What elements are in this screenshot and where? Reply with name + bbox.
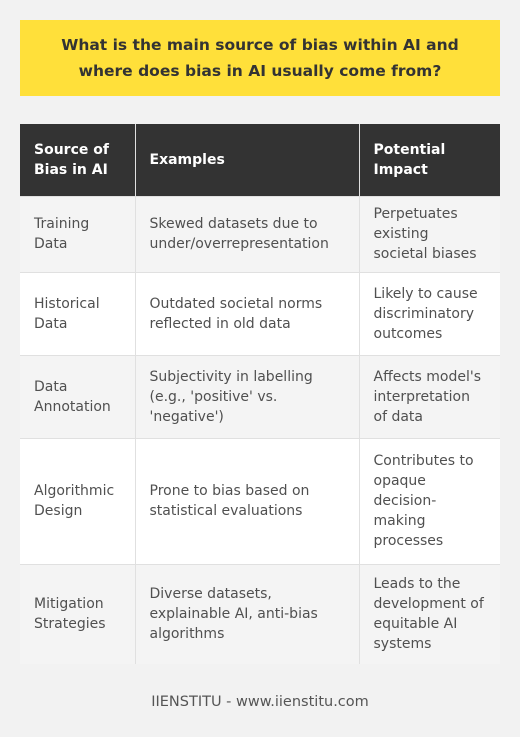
cell-source: Training Data xyxy=(20,196,135,272)
title-banner xyxy=(20,20,500,96)
cell-examples: Subjectivity in labelling (e.g., 'positive' vs. 'negative') xyxy=(135,355,359,438)
table-row xyxy=(20,564,500,664)
table-row xyxy=(20,355,500,438)
table-row xyxy=(20,272,500,355)
table-header-row xyxy=(20,124,500,196)
table-row xyxy=(20,438,500,564)
table-row xyxy=(20,196,500,272)
header-source: Source of Bias in AI xyxy=(20,124,135,196)
cell-impact: Likely to cause discriminatory outcomes xyxy=(359,272,500,355)
cell-source: Mitigation Strategies xyxy=(20,564,135,664)
cell-source: Data Annotation xyxy=(20,355,135,438)
page-title: What is the main source of bias within AI and where does bias in AI usually come from? xyxy=(61,36,459,80)
cell-examples: Skewed datasets due to under/overrepresentation xyxy=(135,196,359,272)
footer-credit: IIENSTITU - www.iienstitu.com xyxy=(151,694,369,710)
cell-source: Algorithmic Design xyxy=(20,438,135,564)
header-impact: Potential Impact xyxy=(359,124,500,196)
cell-examples: Prone to bias based on statistical evaluations xyxy=(135,438,359,564)
cell-examples: Diverse datasets, explainable AI, anti-bias algorithms xyxy=(135,564,359,664)
header-examples: Examples xyxy=(135,124,359,196)
cell-impact: Affects model's interpretation of data xyxy=(359,355,500,438)
cell-impact: Leads to the development of equitable AI systems xyxy=(359,564,500,664)
cell-examples: Outdated societal norms reflected in old data xyxy=(135,272,359,355)
cell-impact: Contributes to opaque decision-making processes xyxy=(359,438,500,564)
cell-impact: Perpetuates existing societal biases xyxy=(359,196,500,272)
cell-source: Historical Data xyxy=(20,272,135,355)
bias-sources-table xyxy=(20,124,500,664)
